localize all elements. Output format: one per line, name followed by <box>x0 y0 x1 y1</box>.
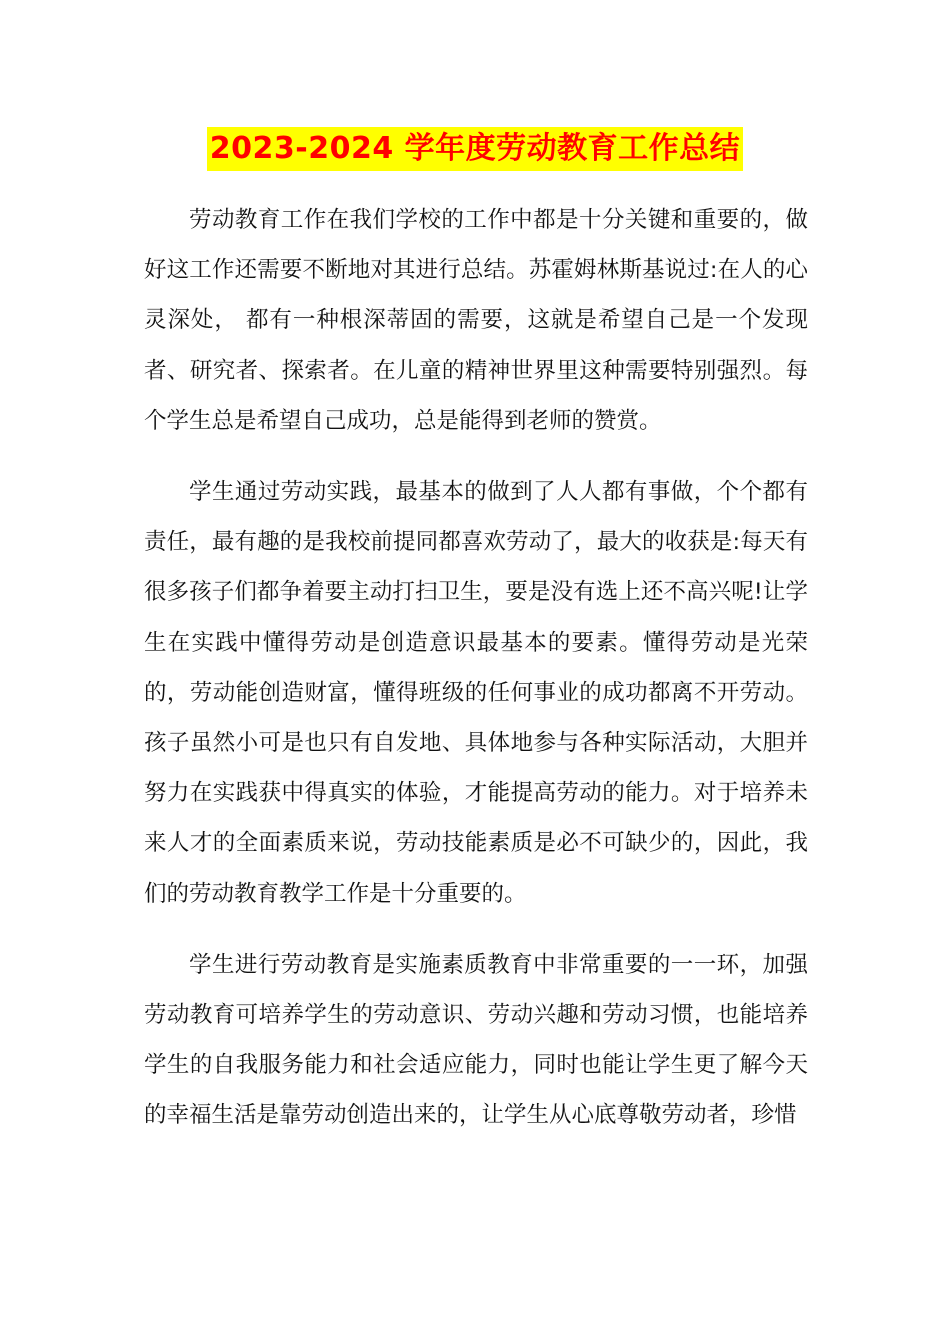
paragraph-1: 劳动教育工作在我们学校的工作中都是十分关键和重要的，做好这工作还需要不断地对其进行总结。苏霍姆林斯基说过:在人的心灵深处， 都有一种根深蒂固的需要，这就是希望自己是一个发现者、研究者、探索者。在儿童的精神世界里这种需要特别强烈。每个学生总是希望自己成功，总是能得到老师的赞赏。 <box>144 207 808 434</box>
document-body <box>144 195 808 1162</box>
paragraph-3: 学生进行劳动教育是实施素质教育中非常重要的一一环，加强劳动教育可培养学生的劳动意识、劳动兴趣和劳动习惯，也能培养学生的自我服务能力和社会适应能力，同时也能让学生更了解今天的幸福生活是靠劳动创造出来的，让学生从心底尊敬劳动者，珍惜 <box>144 951 808 1129</box>
title-container <box>0 127 950 171</box>
paragraph-2: 学生通过劳动实践，最基本的做到了人人都有事做，个个都有责任，最有趣的是我校前提同都喜欢劳动了，最大的收获是:每天有很多孩子们都争着要主动打扫卫生，要是没有选上还不高兴呢!让学生在实践中懂得劳动是创造意识最基本的要素。懂得劳动是光荣的，劳动能创造财富，懂得班级的任何事业的成功都离不开劳动。孩子虽然小可是也只有自发地、具体地参与各种实际活动，大胆并努力在实践获中得真实的体验，才能提高劳动的能力。对于培养未来人才的全面素质来说，劳动技能素质是必不可缺少的，因此，我们的劳动教育教学工作是十分重要的。 <box>144 479 808 907</box>
document-title: 2023-2024 学年度劳动教育工作总结 <box>207 127 743 171</box>
